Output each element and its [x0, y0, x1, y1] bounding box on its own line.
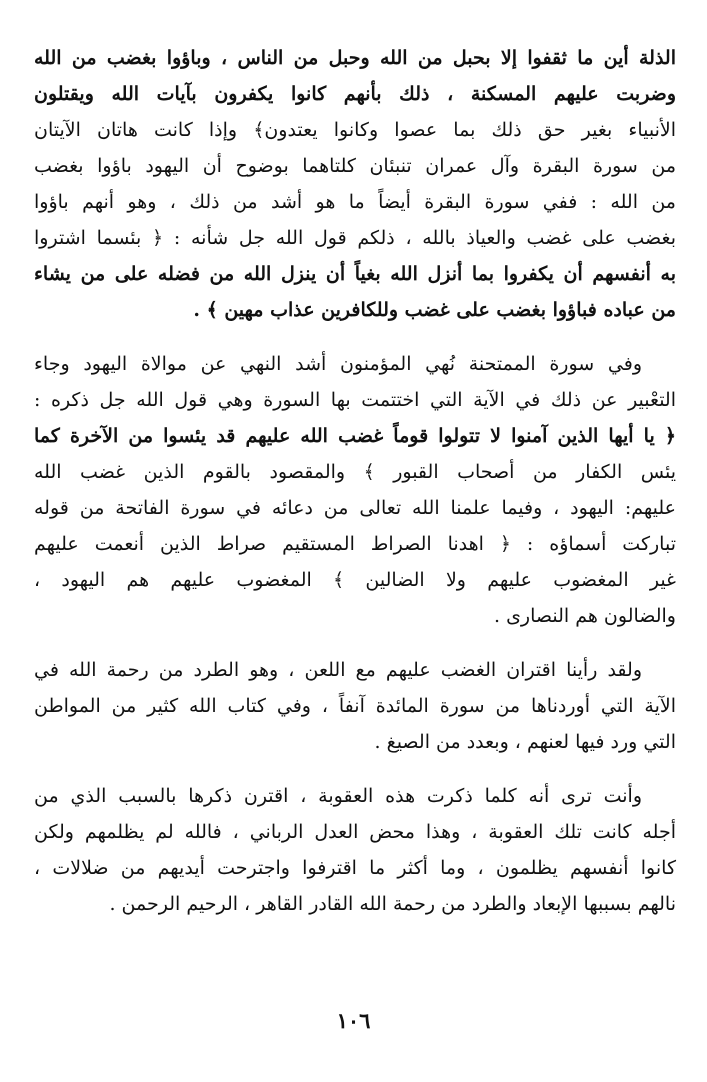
text-line: الآية التي أوردناها من سورة المائدة آنفاً ، وفي كتاب الله كثير من المواطن — [34, 695, 676, 717]
page-number: ١٠٦ — [336, 1008, 371, 1033]
text-line: التي ورد فيها لعنهم ، وبعدد من الصيغ . — [374, 731, 676, 753]
paragraph-4 — [34, 778, 676, 922]
text-line: والضالون هم النصارى . — [493, 605, 676, 627]
paragraph-3 — [34, 652, 676, 760]
text-line: وفي سورة الممتحنة نُهي المؤمنون أشد النهي عن موالاة اليهود وجاء — [34, 353, 642, 375]
text-line: كانوا أنفسهم يظلمون ، وما أكثر ما اقترفوا واجترحت أيديهم من ضلالات ، — [34, 857, 676, 879]
text-line: نالهم بسببها الإبعاد والطرد من رحمة الله القادر القاهر ، الرحيم الرحمن . — [109, 893, 676, 915]
paragraph-1 — [34, 40, 676, 328]
text-line: به أنفسهم أن يكفروا بما أنزل الله بغياً أن ينزل الله من فضله على من يشاء — [34, 263, 676, 285]
text-line: بغضب على غضب والعياذ بالله ، ذلكم قول الله جل شأنه : ﴿ بئسما اشتروا — [34, 227, 676, 249]
text-line: التعْبير عن ذلك في الآية التي اختتمت بها السورة وهي قول الله جل ذكره : — [34, 389, 676, 411]
paragraph-2 — [34, 346, 676, 634]
text-line: غير المغضوب عليهم ولا الضالين ﴾ المغضوب عليهم هم اليهود ، — [34, 569, 676, 591]
text-line: وضربت عليهم المسكنة ، ذلك بأنهم كانوا يكفرون بآيات الله ويقتلون — [34, 83, 676, 105]
text-line: من سورة البقرة وآل عمران تنبئان كلتاهما بوضوح أن اليهود باؤوا بغضب — [34, 155, 676, 177]
text-line: عليهم: اليهود ، وفيما علمنا الله تعالى من دعائه في سورة الفاتحة من قوله — [34, 497, 676, 519]
text-line: تباركت أسماؤه : ﴿ اهدنا الصراط المستقيم صراط الذين أنعمت عليهم — [34, 533, 676, 555]
text-line: وأنت ترى أنه كلما ذكرت هذه العقوبة ، اقترن ذكرها بالسبب الذي من — [34, 785, 642, 807]
text-line: الذلة أين ما ثقفوا إلا بحبل من الله وحبل من الناس ، وباؤوا بغضب من الله — [34, 47, 676, 69]
text-line: أجله كانت تلك العقوبة ، وهذا محض العدل الرباني ، فالله لم يظلمهم ولكن — [34, 821, 676, 843]
text-line: الأنبياء بغير حق ذلك بما عصوا وكانوا يعتدون﴾ وإذا كانت هاتان الآيتان — [34, 119, 676, 141]
text-line: من الله : ففي سورة البقرة أيضاً ما هو أشد من ذلك ، وهو أنهم باؤوا — [34, 191, 676, 213]
text-line: من عباده فباؤوا بغضب على غضب وللكافرين عذاب مهين ﴾ . — [193, 299, 676, 321]
page-body — [34, 40, 676, 922]
text-line: ولقد رأينا اقتران الغضب عليهم مع اللعن ، وهو الطرد من رحمة الله في — [34, 659, 642, 681]
text-line: يئس الكفار من أصحاب القبور ﴾ والمقصود بالقوم الذين غضب الله — [34, 461, 676, 483]
text-line: ﴿ يا أيها الذين آمنوا لا تتولوا قوماً غضب الله عليهم قد يئسوا من الآخرة كما — [34, 425, 677, 447]
